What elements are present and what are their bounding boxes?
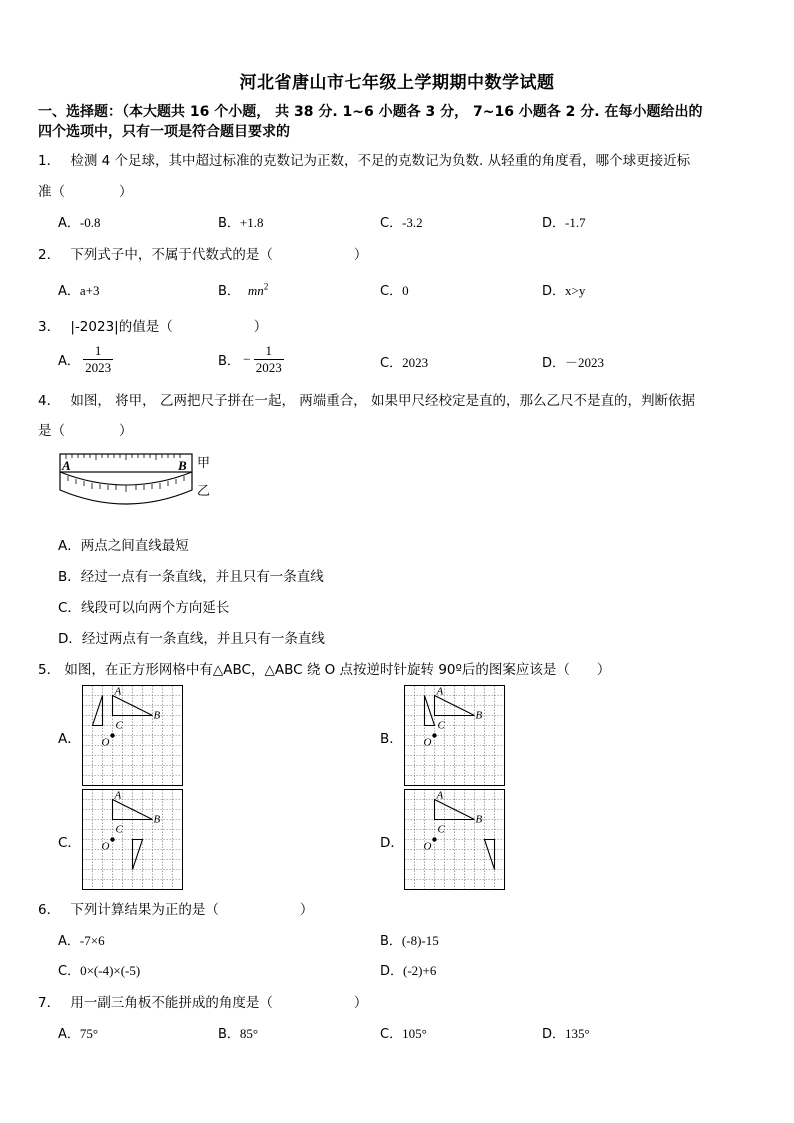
q5-figure-a[interactable]	[82, 685, 183, 786]
q5-option-d-letter[interactable]: D．	[380, 835, 404, 851]
q4-option-c[interactable]: C．线段可以向两个方向延长	[58, 600, 230, 616]
q4-option-a[interactable]: A．两点之间直线最短	[58, 538, 189, 554]
q5-stem: 如图，在正方形网格中有△ABC，△ABC 绕 O 点按逆时针旋转 90º后的图案应该是（ ）	[64, 662, 611, 678]
q2-stem: 下列式子中，不属于代数式的是（ ）	[70, 247, 368, 263]
q7-number: 7．	[38, 995, 61, 1011]
q5-option-a-letter[interactable]: A．	[58, 731, 81, 747]
q3-option-b-fraction: $\frac{1}{2023}$	[255, 343, 282, 375]
q4-stem-line1: 如图， 将甲， 乙两把尺子拼在一起， 两端重合， 如果甲尺经校定是直的，那么乙尺不是直的，判断依据	[70, 393, 696, 409]
q7-stem: 用一副三角板不能拼成的角度是（ ）	[70, 995, 368, 1011]
ruler-point-a: A	[62, 458, 71, 473]
rotated-triangle	[133, 840, 143, 870]
q6-option-b[interactable]: B．(-8)-15	[380, 933, 439, 949]
label-c: C	[437, 719, 445, 732]
label-o: O	[423, 736, 432, 749]
section-header	[38, 102, 703, 142]
q1-option-c[interactable]: C．-3.2	[380, 215, 423, 231]
q6-option-a[interactable]: A．-7×6	[58, 933, 105, 949]
q5-figure-b[interactable]	[404, 685, 505, 786]
q5-option-b-letter[interactable]: B．	[380, 731, 403, 747]
q1-number: 1．	[38, 153, 61, 169]
label-b: B	[153, 813, 161, 826]
point-o	[110, 733, 114, 737]
q2-option-a[interactable]: A．a+3	[58, 283, 100, 299]
q6-option-d[interactable]: D．(-2)+6	[380, 963, 437, 979]
label-c: C	[437, 823, 445, 836]
ruler-point-b: B	[178, 458, 187, 473]
label-a: A	[436, 789, 444, 802]
q6-stem: 下列计算结果为正的是（ ）	[70, 902, 314, 918]
question-3	[38, 315, 267, 335]
q1-option-d[interactable]: D．-1.7	[542, 215, 586, 231]
q3-number: 3．	[38, 319, 61, 335]
question-2	[38, 243, 367, 263]
label-o: O	[101, 840, 110, 853]
q3-option-c[interactable]: C．2023	[380, 355, 429, 371]
q5-figure-d[interactable]	[404, 789, 505, 890]
point-o	[432, 837, 436, 841]
label-c: C	[115, 719, 123, 732]
rotated-triangle	[425, 696, 435, 726]
label-b: B	[475, 813, 483, 826]
q5-figure-c[interactable]	[82, 789, 183, 890]
q2-option-b[interactable]: B． $mn^2$	[218, 281, 269, 299]
q4-option-d[interactable]: D．经过两点有一条直线，并且只有一条直线	[58, 631, 325, 647]
point-o	[110, 837, 114, 841]
rotated-triangle	[93, 696, 103, 726]
q2-number: 2．	[38, 247, 61, 263]
label-b: B	[153, 709, 161, 722]
q6-number: 6．	[38, 902, 61, 918]
label-o: O	[101, 736, 110, 749]
q4-option-b[interactable]: B．经过一点有一条直线，并且只有一条直线	[58, 569, 324, 585]
page-title: 河北省唐山市七年级上学期期中数学试题	[239, 73, 555, 93]
q4-number: 4．	[38, 393, 61, 409]
label-o: O	[423, 840, 432, 853]
q7-option-b[interactable]: B．85°	[218, 1026, 259, 1042]
q4-stem-line2: 是（ ）	[38, 423, 133, 439]
label-a: A	[114, 685, 122, 698]
q1-stem-line1: 检测 4 个足球，其中超过标准的克数记为正数，不足的克数记为负数. 从轻重的角度看，哪个球更接近标	[70, 153, 691, 169]
ruler-label-jia: 甲	[197, 455, 211, 470]
section-line-2: 四个选项中，只有一项是符合题目要求的	[38, 124, 290, 140]
q2-option-c[interactable]: C．0	[380, 283, 409, 299]
q5-number: 5．	[38, 662, 61, 678]
label-a: A	[436, 685, 444, 698]
rulers-figure	[56, 448, 222, 520]
q3-option-d[interactable]: D．－2023	[542, 355, 605, 371]
q3-option-a[interactable]: A． $\frac{1}{2023}$	[58, 343, 112, 375]
point-o	[432, 733, 436, 737]
q1-option-a[interactable]: A．-0.8	[58, 215, 101, 231]
q3-option-b[interactable]: B． − $\frac{1}{2023}$	[218, 343, 282, 375]
label-b: B	[475, 709, 483, 722]
q6-option-c[interactable]: C．0×(-4)×(-5)	[58, 963, 141, 979]
label-c: C	[115, 823, 123, 836]
q3-option-a-fraction: $\frac{1}{2023}$	[85, 343, 112, 375]
ruler-label-yi: 乙	[197, 483, 211, 498]
q3-stem: |-2023|的值是（ ）	[70, 319, 268, 335]
q1-option-b[interactable]: B．+1.8	[218, 215, 264, 231]
q7-option-c[interactable]: C．105°	[380, 1026, 427, 1042]
q1-stem-line2: 准（ ）	[38, 184, 133, 200]
question-7	[38, 991, 367, 1011]
q5-option-c-letter[interactable]: C．	[58, 835, 81, 851]
question-6	[38, 898, 313, 918]
q2-option-d[interactable]: D．x>y	[542, 283, 586, 299]
q7-option-d[interactable]: D．135°	[542, 1026, 590, 1042]
q7-option-a[interactable]: A．75°	[58, 1026, 99, 1042]
label-a: A	[114, 789, 122, 802]
question-4	[38, 389, 695, 409]
question-1	[38, 149, 690, 169]
section-line-1: 一、选择题：（本大题共 16 个小题， 共 38 分. 1~6 小题各 3 分， 7~16 小题各 2 分. 在每小题给出的	[38, 104, 703, 120]
question-5	[38, 658, 610, 678]
rotated-triangle	[485, 840, 495, 870]
